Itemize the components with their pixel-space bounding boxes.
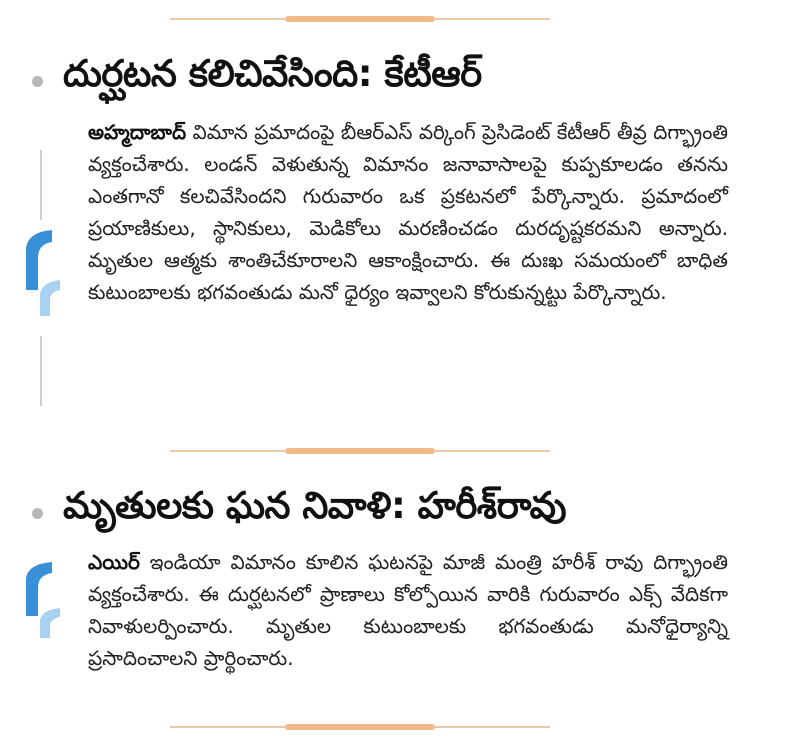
article1-headline: దుర్ఘటన కలిచివేసింది: కేటీఆర్ — [63, 52, 482, 95]
opening-quote-icon — [22, 560, 64, 640]
opening-quote-icon — [22, 228, 64, 318]
divider-accent — [285, 448, 435, 454]
article1-text: విమాన ప్రమాదంపై బీఆర్‌ఎస్ వర్కింగ్ ప్రెసిడెంట్ కేటీఆర్ తీవ్ర దిగ్భ్రాంతి వ్యక్తంచేశారు. లండన్ వెళుతున్న విమానం జనావాసాలపై కుప్పకూలడం తనను ఎంతగానో కలచివేసిందని గురువారం ఒక ప్రకటనలో పేర్కొన్నారు. ప్రమాదంలో ప్రయాణికులు, స్థానికులు, మెడికోలు మరణించడం దురదృష్టకరమని అన్నారు. మృతుల ఆత్మకు శాంతిచేకూరాలని ఆకాంక్షించారు. ఈ దుఃఖ సమయంలో బాధిత కుటుంబాలకు భగవంతుడు మనో ధైర్యం ఇవ్వాలని కోరుకున్నట్టు పేర్కొన్నారు. — [88, 120, 728, 304]
article1-headline-row — [32, 52, 482, 104]
middle-divider — [170, 450, 550, 452]
top-divider — [170, 18, 550, 20]
article2-lead: ఎయిర్ — [88, 550, 140, 574]
divider-accent — [285, 724, 435, 730]
bullet-dot-icon — [32, 76, 43, 87]
article2-headline-row — [32, 484, 566, 536]
article2-headline: మృతులకు ఘన నివాళి: హరీశ్‌రావు — [63, 484, 567, 527]
article1-rule-top — [40, 150, 42, 220]
article2-text: ఇండియా విమానం కూలిన ఘటనపై మాజీ మంత్రి హరీశ్ రావు దిగ్భ్రాంతి వ్యక్తంచేశారు. ఈ దుర్ఘటనలో ప్రాణాలు కోల్పోయిన వారికి గురువారం ఎక్స్ వేదికగా నివాళులర్పించారు. మృతుల కుటుంబాలకు భగవంతుడు మనోధైర్యాన్ని ప్రసాదించాలని ప్రార్థించారు. — [88, 550, 728, 670]
article1-lead: అహ్మదాబాద్ — [88, 120, 187, 144]
article1-body — [88, 116, 728, 308]
bottom-divider — [170, 726, 550, 728]
bullet-dot-icon — [32, 508, 43, 519]
divider-accent — [285, 16, 435, 22]
article2-body — [88, 546, 728, 674]
article1-rule-bottom — [40, 336, 42, 406]
